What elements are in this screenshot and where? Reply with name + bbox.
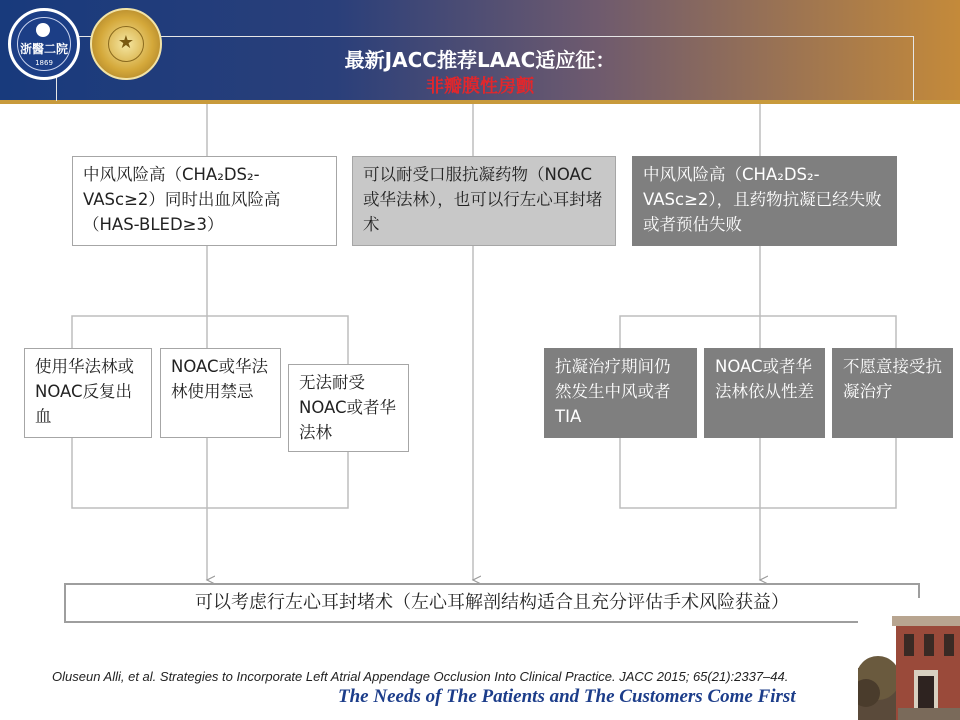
condition-box-bleeding-risk: 中风风险高（CHA₂DS₂-VASc≥2）同时出血风险高（HAS-BLED≥3） (72, 156, 337, 246)
building-photo-icon (858, 598, 960, 720)
citation-text: Oluseun Alli, et al. Strategies to Incorporate Left Atrial Appendage Occlusion Into Clinical Practice. JACC 2015; 65(21):2337–44. (52, 669, 789, 684)
logo-school-year: 1869 (35, 59, 53, 67)
accreditation-seal-icon: ★ (90, 8, 162, 80)
logo-school-text: 浙醫二院 (19, 42, 68, 56)
sub-box-contraindication: NOAC或华法林使用禁忌 (160, 348, 281, 438)
slide-subtitle: 非瓣膜性房颤 (426, 76, 534, 97)
condition-box-tolerate-anticoagulant: 可以耐受口服抗凝药物（NOAC或华法林），也可以行左心耳封堵术 (352, 156, 616, 246)
sub-box-intolerance: 无法耐受NOAC或者华法林 (288, 364, 409, 452)
footer-slogan: The Needs of The Patients and The Customers Come First (338, 686, 796, 707)
condition-box-anticoagulation-failure: 中风风险高（CHA₂DS₂-VASc≥2），且药物抗凝已经失败或者预估失败 (632, 156, 897, 246)
sub-box-refuse-anticoagulation: 不愿意接受抗凝治疗 (832, 348, 953, 438)
slide-title: 最新JACC推荐LAAC适应征： (344, 48, 616, 72)
sub-box-poor-compliance: NOAC或者华法林依从性差 (704, 348, 825, 438)
sub-box-stroke-during-therapy: 抗凝治疗期间仍然发生中风或者TIA (544, 348, 697, 438)
conclusion-box: 可以考虑行左心耳封堵术（左心耳解剖结构适合且充分评估手术风险获益） (64, 583, 920, 623)
sub-box-recurrent-bleeding: 使用华法林或NOAC反复出血 (24, 348, 152, 438)
